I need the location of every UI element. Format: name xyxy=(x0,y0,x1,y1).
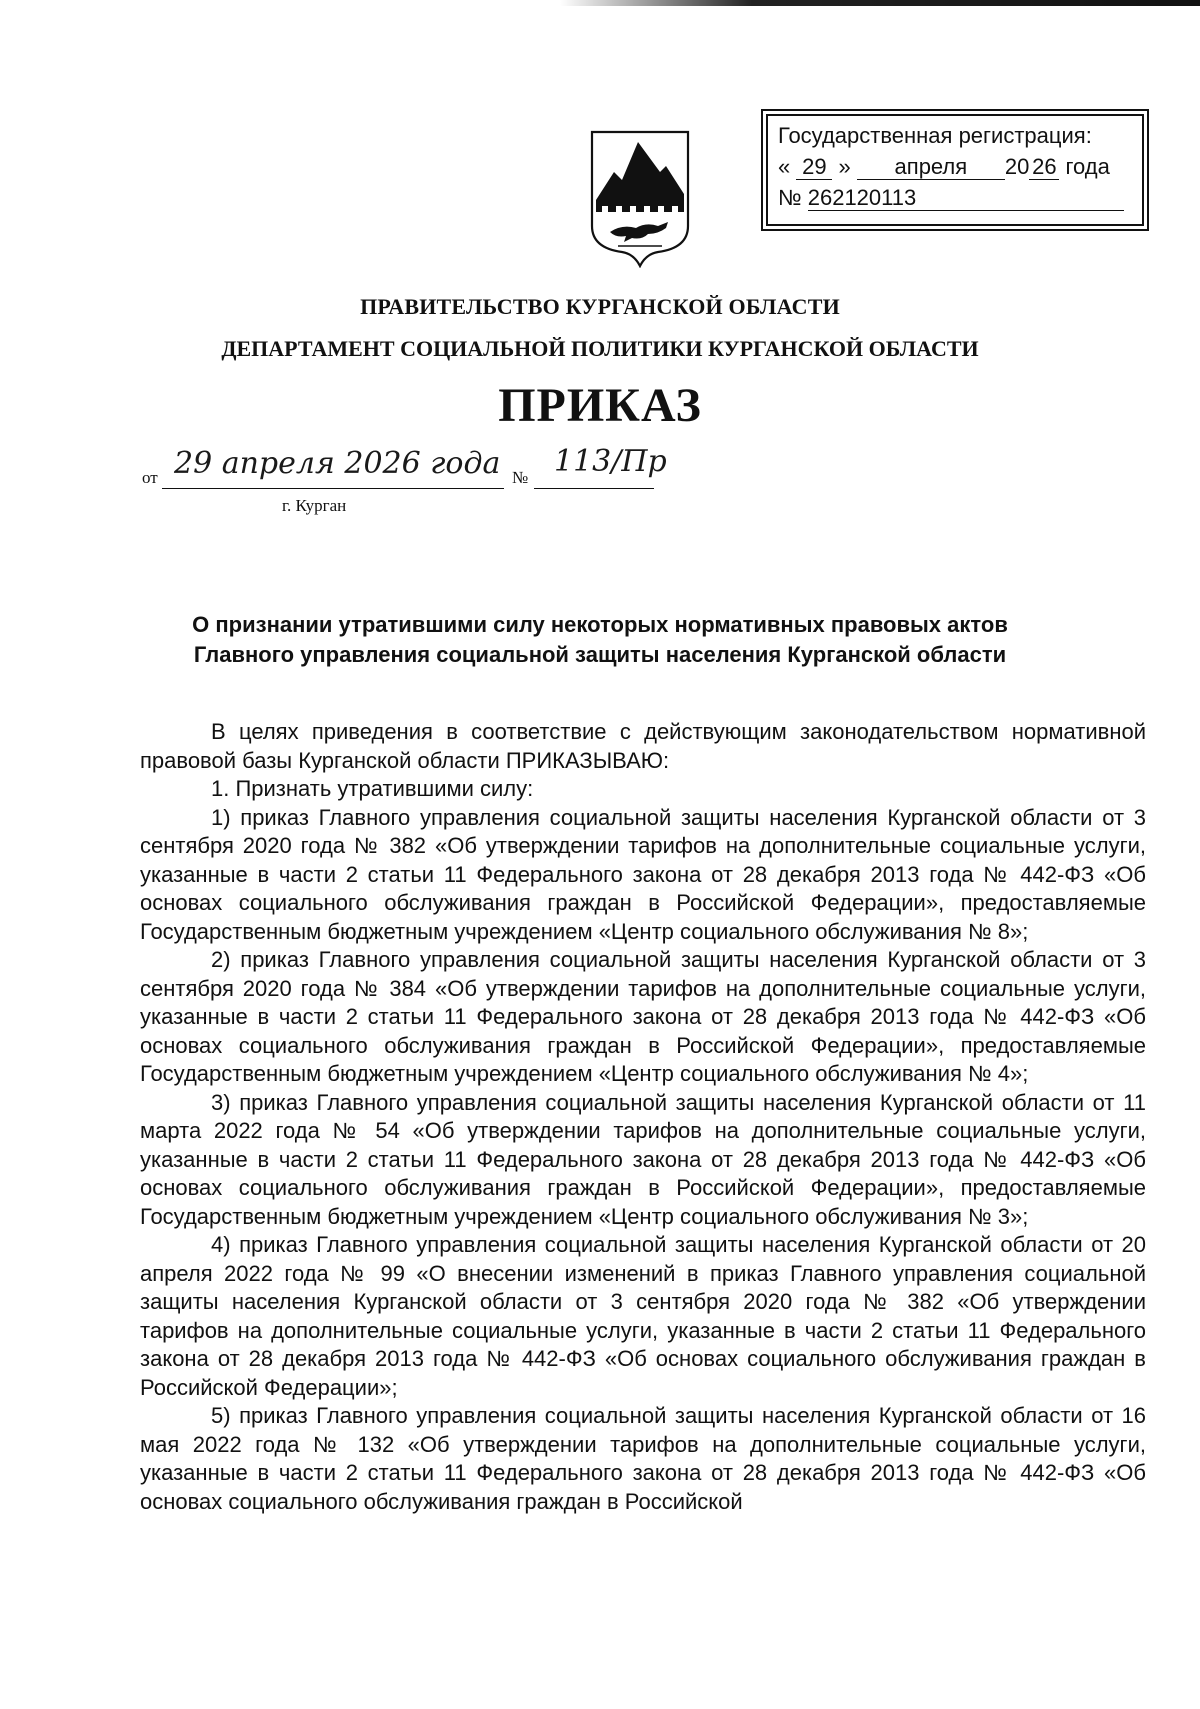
body-item-5: 5) приказ Главного управления социальной защиты населения Курганской области от 16 мая 2022 года № 132 «Об утверждении тарифов на дополнительные социальные услуги, указанные в части 2 статьи 11 Федерального закона от 28 декабря 2013 года № 442-ФЗ «Об основах социального обслуживания граждан в Российской xyxy=(140,1403,1146,1514)
document-title-line-2: Главного управления социальной защиты населения Курганской области xyxy=(193,642,1007,667)
order-date-underline xyxy=(162,488,504,489)
body-point-1: 1. Признать утратившими силу: xyxy=(211,776,534,801)
body-intro-paragraph: В целях приведения в соответствие с действующим законодательством нормативной правовой базы Курганской области ПРИКАЗЫВАЮ: xyxy=(140,719,1146,773)
state-registration-box xyxy=(766,114,1144,226)
order-date-handwritten: 29 апреля 2026 года xyxy=(174,446,501,481)
order-number-underline xyxy=(534,488,654,489)
order-number-label: № xyxy=(512,468,529,487)
registration-close-quote: » xyxy=(838,154,851,179)
registration-year-word: года xyxy=(1065,154,1110,179)
body-item-3: 3) приказ Главного управления социальной защиты населения Курганской области от 11 марта 2022 года № 54 «Об утверждении тарифов на дополнительные социальные услуги, указанные в части 2 статьи 11 Федерального закона от 28 декабря 2013 года № 442-ФЗ «Об основах социального обслуживания граждан в Российской Федерации», предоставляемые Государственным бюджетным учреждением «Центр социального обслуживания № 3»; xyxy=(140,1089,1146,1229)
body-item-2: 2) приказ Главного управления социальной защиты населения Курганской области от 3 сентября 2020 года № 384 «Об утверждении тарифов на дополнительные социальные услуги, указанные в части 2 статьи 11 Федерального закона от 28 декабря 2013 года № 442-ФЗ «Об основах социального обслуживания граждан в Российской Федерации», предоставляемые Государственным бюджетным учреждением «Центр социального обслуживания № 4»; xyxy=(140,947,1146,1086)
department-name: ДЕПАРТАМЕНТ СОЦИАЛЬНОЙ ПОЛИТИКИ КУРГАНСКОЙ ОБЛАСТИ xyxy=(221,336,979,361)
body-item-1: 1) приказ Главного управления социальной защиты населения Курганской области от 3 сентября 2020 года № 382 «Об утверждении тарифов на дополнительные социальные услуги, указанные в части 2 статьи 11 Федерального закона от 28 декабря 2013 года № 442-ФЗ «Об основах социального обслуживания граждан в Российской Федерации», предоставляемые Государственным бюджетным учреждением «Центр социального обслуживания № 8»; xyxy=(140,804,1146,944)
registration-year-prefix: 20 xyxy=(1004,154,1030,179)
order-number-handwritten: 113/Пр xyxy=(554,444,667,479)
document-body xyxy=(140,718,1146,1516)
registration-date xyxy=(778,151,1132,182)
scan-edge-shadow xyxy=(560,0,1200,6)
document-title-line-1: О признании утратившими силу некоторых нормативных правовых актов xyxy=(192,612,1008,637)
order-date-label: от xyxy=(142,468,158,487)
body-item-4: 4) приказ Главного управления социальной защиты населения Курганской области от 20 апреля 2022 года № 99 «О внесении изменений в приказ Главного управления социальной защиты населения Курганской области от 3 сентября 2020 года № 382 «Об утверждении тарифов на дополнительные социальные услуги, указанные в части 2 статьи 11 Федерального закона от 28 декабря 2013 года № 442-ФЗ «Об основах социального обслуживания граждан в Российской Федерации»; xyxy=(140,1232,1146,1400)
registration-number: 262120113 xyxy=(808,186,1124,211)
registration-day: 29 xyxy=(796,155,832,180)
registration-open-quote: « xyxy=(778,154,791,179)
registration-number-label: № xyxy=(778,185,802,210)
coat-of-arms-emblem xyxy=(588,128,692,268)
order-date-number-line xyxy=(142,444,742,492)
registration-month: апреля xyxy=(857,155,1005,180)
document-type-title: ПРИКАЗ xyxy=(498,379,702,432)
document-title xyxy=(100,610,1100,670)
registration-number-row xyxy=(778,182,1132,213)
government-name: ПРАВИТЕЛЬСТВО КУРГАНСКОЙ ОБЛАСТИ xyxy=(360,294,840,319)
registration-title: Государственная регистрация: xyxy=(778,123,1092,148)
order-city: г. Курган xyxy=(282,496,347,515)
registration-year-suffix: 26 xyxy=(1029,155,1059,180)
